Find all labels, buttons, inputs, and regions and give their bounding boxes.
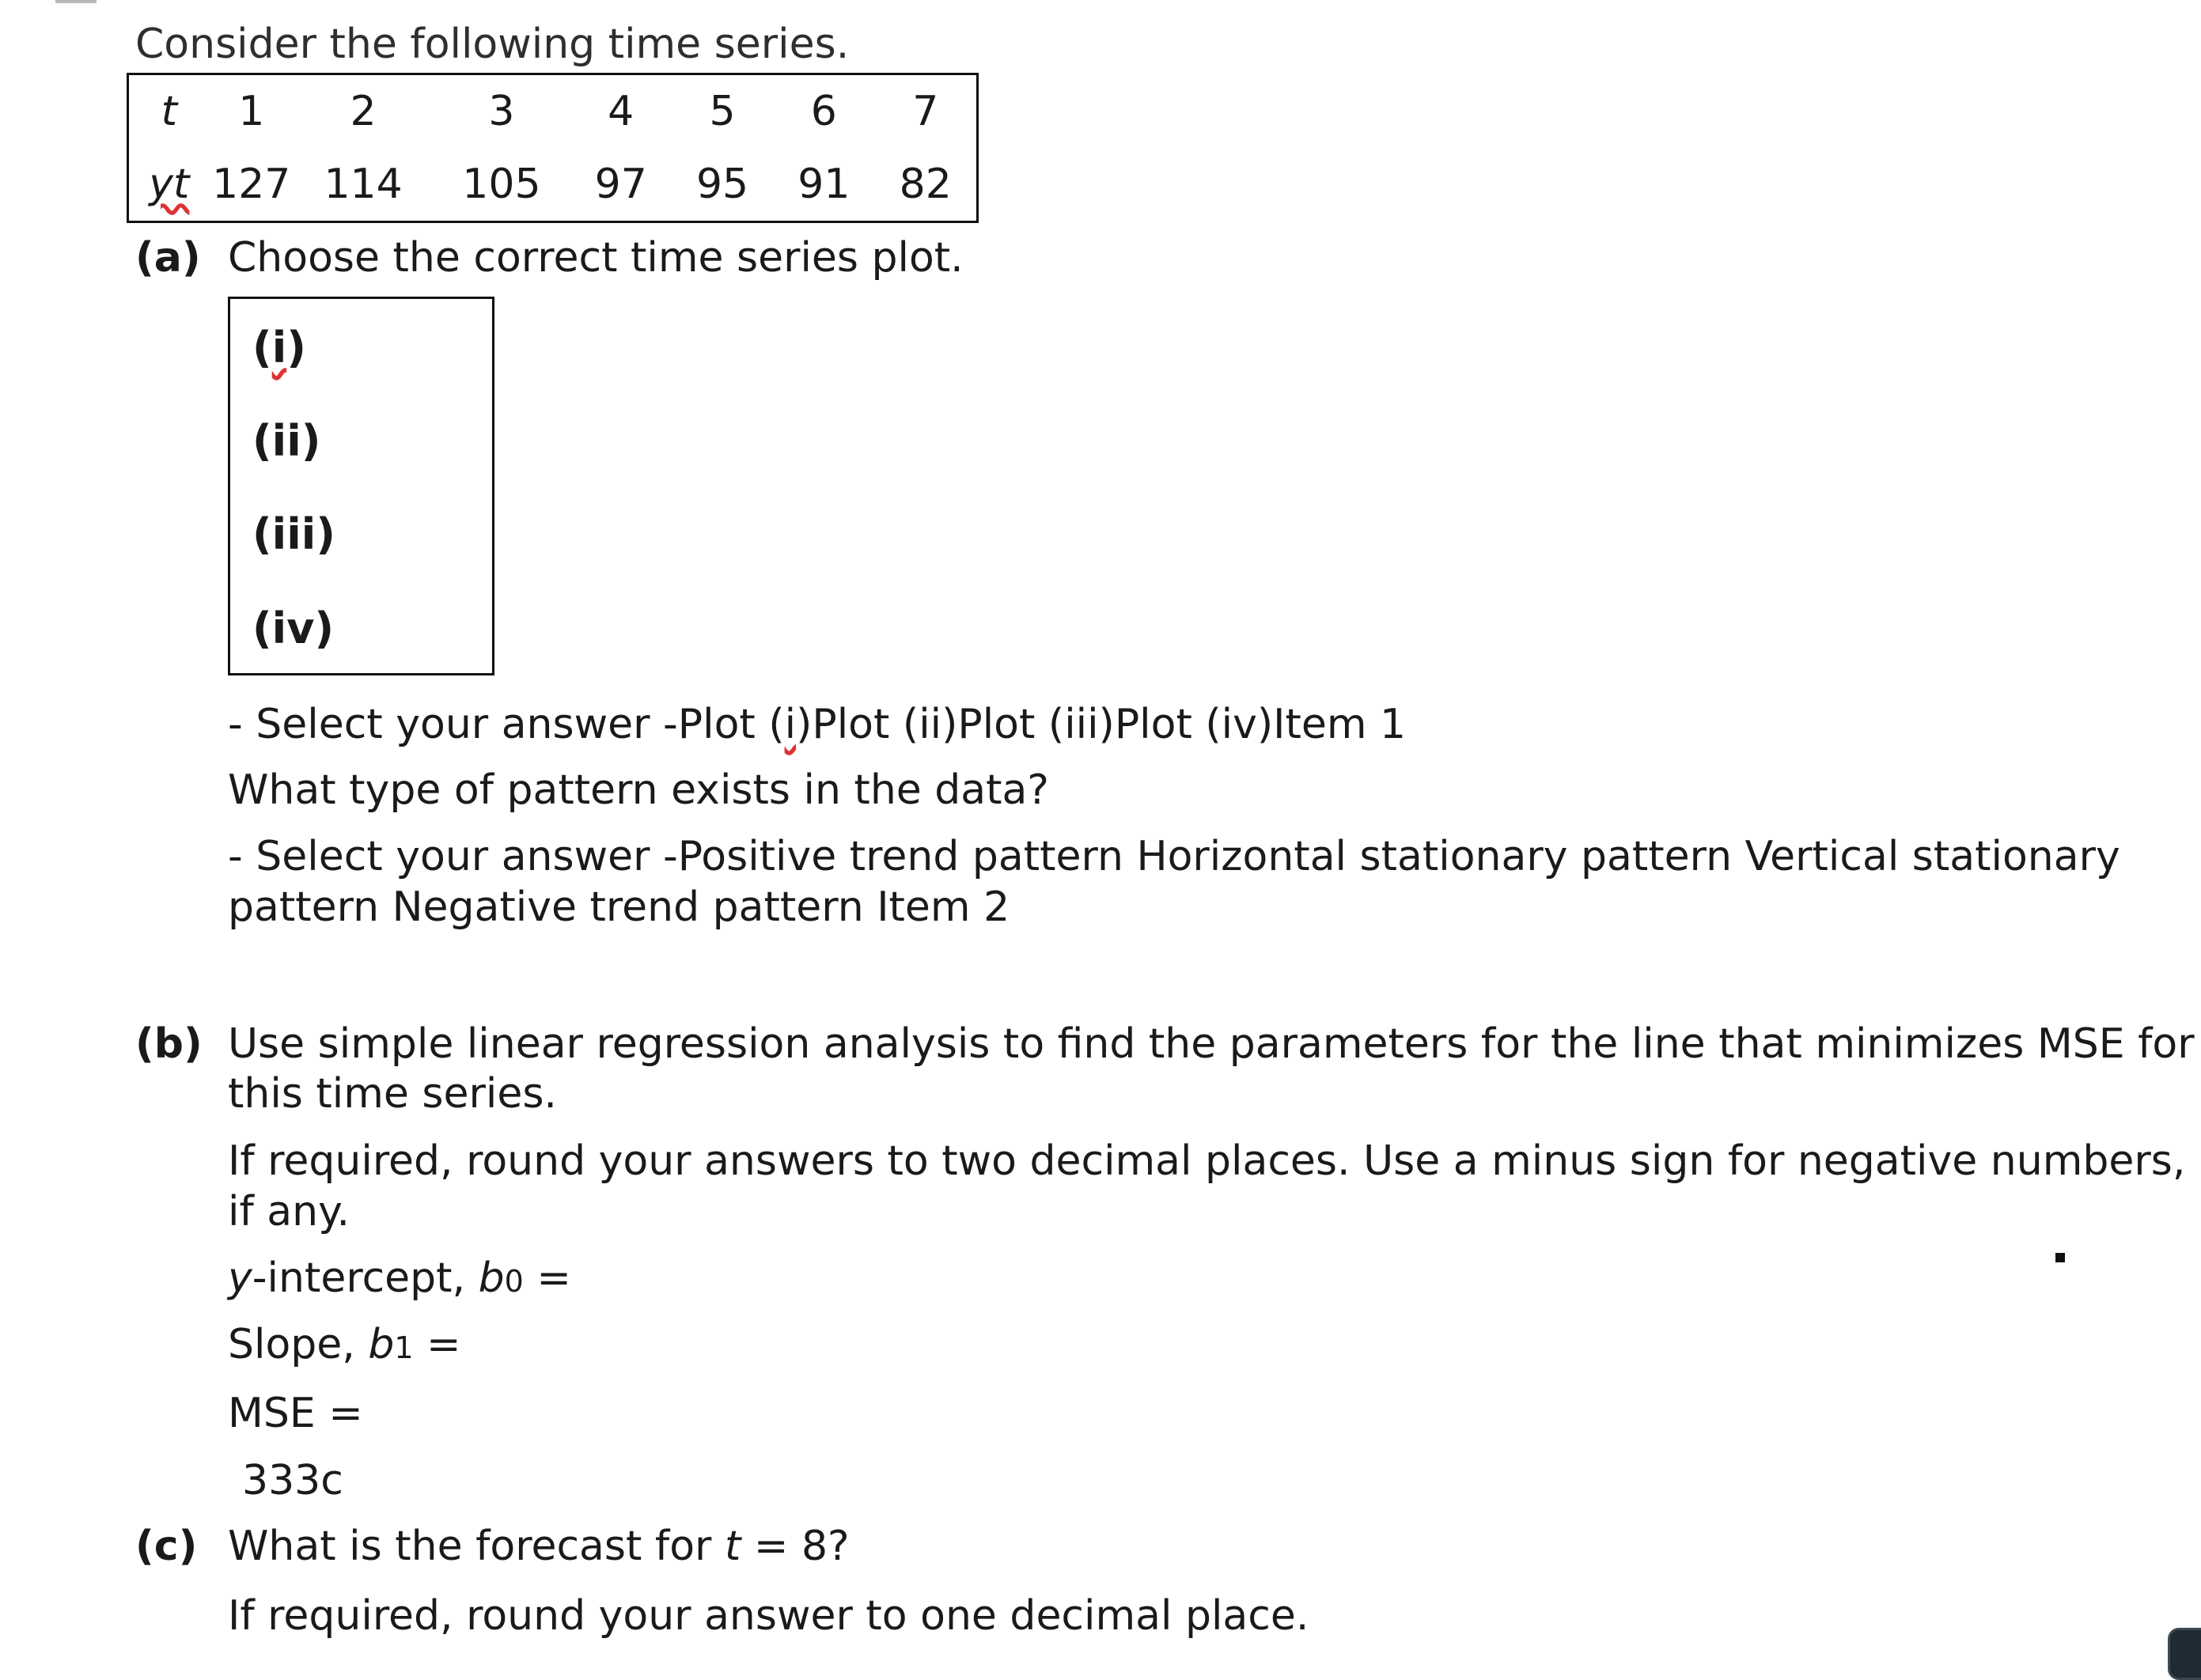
y-value: 127 [212, 161, 291, 208]
slope-b: b [368, 1321, 395, 1368]
mse-label: MSE = [228, 1390, 363, 1437]
extra-text: 333c [242, 1457, 343, 1504]
part-c-var: t [724, 1523, 741, 1570]
part-c-suffix: = 8? [741, 1523, 850, 1570]
intercept-sub: 0 [504, 1264, 524, 1299]
pattern-answer-dropdown[interactable]: - Select your answer -Positive trend pattern Horizontal stationary pattern Vertical stationary [228, 833, 2120, 880]
t-value: 5 [709, 88, 736, 135]
part-c-label: (c) [135, 1523, 198, 1570]
t-value: 4 [608, 88, 635, 135]
plot-answer-dropdown[interactable] [228, 701, 1406, 748]
intercept-b: b [478, 1254, 505, 1302]
y-value: 105 [462, 161, 541, 208]
part-c-rounding: If required, round your answer to one decimal place. [228, 1592, 1309, 1640]
dropdown1-i: i [784, 701, 797, 748]
part-b-rounding-line1: If required, round your answers to two decimal places. Use a minus sign for negative numbers, [228, 1137, 2186, 1185]
y-value: 97 [594, 161, 647, 208]
y-value: 91 [797, 161, 850, 208]
intercept-row [228, 1254, 571, 1302]
pattern-answer-dropdown-cont[interactable]: pattern Negative trend pattern Item 2 [228, 884, 1010, 931]
y-value: 95 [695, 161, 749, 208]
t-header: t [161, 88, 178, 135]
y-value: 82 [899, 161, 952, 208]
t-value: 1 [238, 88, 265, 135]
plot-options-box [228, 297, 494, 675]
t-row [128, 74, 978, 149]
top-edge-mark [55, 0, 97, 3]
plot-option-i[interactable]: (i) [252, 323, 306, 373]
plot-option-i-label: i [271, 323, 287, 373]
y-value: 114 [324, 161, 403, 208]
y-header [128, 148, 210, 222]
intercept-equals: = [523, 1254, 571, 1302]
pattern-question: What type of pattern exists in the data? [228, 766, 1050, 814]
part-c-prefix: What is the forecast for [228, 1523, 725, 1570]
slope-row [228, 1321, 461, 1368]
t-value: 2 [350, 88, 377, 135]
part-b-label: (b) [135, 1020, 203, 1068]
t-value: 3 [488, 88, 515, 135]
plot-option-ii[interactable]: (ii) [252, 416, 321, 466]
slope-text: Slope, [228, 1321, 369, 1368]
t-value: 7 [912, 88, 939, 135]
y-row [128, 148, 978, 222]
corner-widget-icon[interactable] [2168, 1628, 2201, 1680]
y-header-label: yt [149, 161, 190, 208]
part-b-question-line2: this time series. [228, 1070, 557, 1118]
dropdown1-suffix: )Plot (ii)Plot (iii)Plot (iv)Item 1 [796, 701, 1407, 748]
slope-sub: 1 [394, 1330, 414, 1365]
dropdown1-prefix: - Select your answer -Plot ( [228, 701, 785, 748]
slope-equals: = [413, 1321, 461, 1368]
part-b-question-line1: Use simple linear regression analysis to find the parameters for the line that minimizes MSE for [228, 1020, 2195, 1068]
plot-option-iii[interactable]: (iii) [252, 509, 335, 559]
plot-option-iv[interactable]: (iv) [252, 604, 335, 653]
intercept-y: y [228, 1254, 252, 1302]
part-c-question [228, 1523, 850, 1570]
part-a-question: Choose the correct time series plot. [228, 234, 964, 282]
time-series-table [127, 73, 979, 223]
part-a-label: (a) [135, 234, 201, 282]
intro-text: Consider the following time series. [135, 21, 850, 68]
part-b-rounding-line2: if any. [228, 1188, 350, 1235]
t-value: 6 [810, 88, 837, 135]
stray-dot [2055, 1253, 2065, 1262]
intercept-text: -intercept, [252, 1254, 479, 1302]
